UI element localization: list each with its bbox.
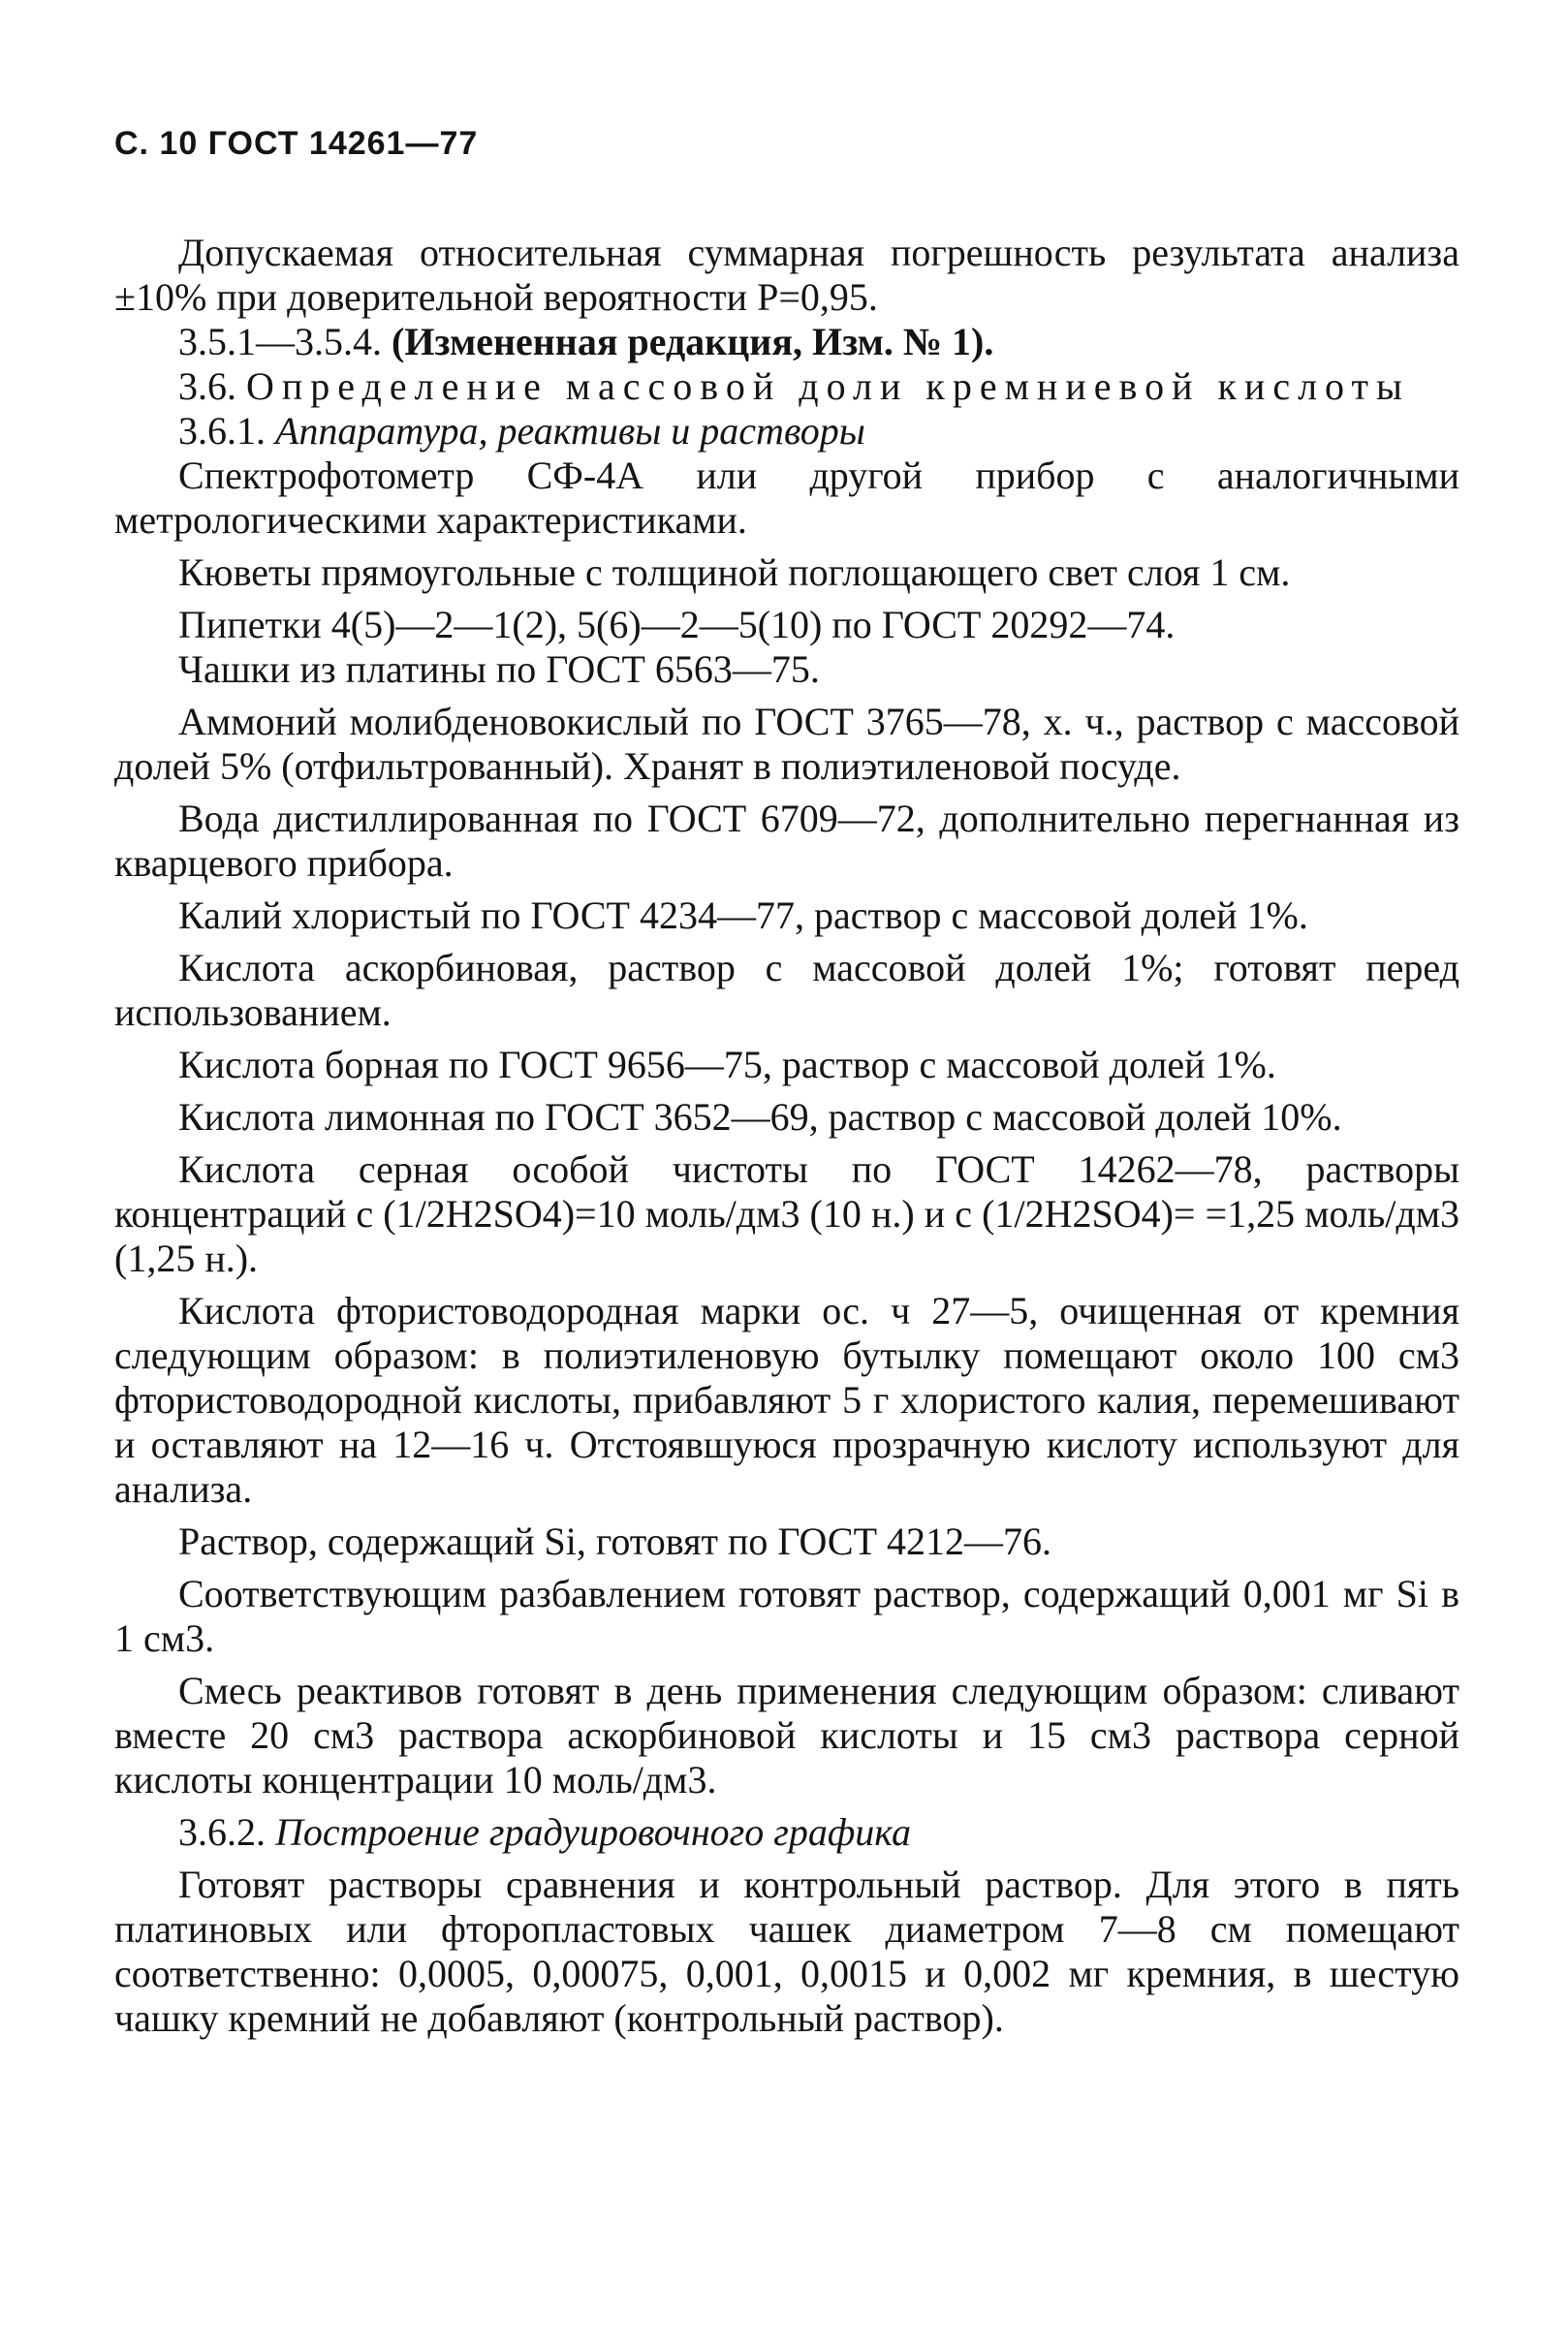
paragraph-reference-solutions: Готовят растворы сравнения и контрольный раствор. Для этого в пять платиновых или фторопластовых чашек диаметром 7—8 см помещают соответственно: 0,0005, 0,00075, 0,001, 0,0015 и 0,002 мг кремния, в шестую чашку кремний не добавляют (контрольный раствор). — [114, 1863, 1459, 2040]
section-number: 3.6.2. — [178, 1810, 275, 1854]
paragraph-citric-acid: Кислота лимонная по ГОСТ 3652—69, раствор с массовой долей 10%. — [178, 1095, 1342, 1139]
subsection-heading-calibration — [114, 1810, 1459, 1855]
paragraph-ammonium-molybdate: Аммоний молибденовокислый по ГОСТ 3765—78, х. ч., раствор с массовой долей 5% (отфильтрованный). Хранят в полиэтиленовой посуде. — [114, 700, 1459, 788]
subsection-title: Аппаратура, реактивы и растворы — [275, 409, 865, 453]
paragraph-cuvettes: Кюветы прямоугольные с толщиной поглощающего свет слоя 1 см. — [178, 550, 1291, 594]
paragraph-boric-acid: Кислота борная по ГОСТ 9656—75, раствор с массовой долей 1%. — [178, 1043, 1276, 1086]
section-number: 3.6. — [178, 364, 246, 408]
paragraph-hydrofluoric-acid: Кислота фтористоводородная марки ос. ч 27—5, очищенная от кремния следующим образом: в полиэтиленовую бутылку помещают около 100 см3 фтористоводородной кислоты, прибавляют 5 г хлористого калия, перемешивают и оставляют на 12—16 ч. Отстоявшуюся прозрачную кислоту используют для анализа. — [114, 1289, 1459, 1511]
section-number: 3.5.1—3.5.4. — [178, 320, 392, 363]
paragraph-pipettes: Пипетки 4(5)—2—1(2), 5(6)—2—5(10) по ГОСТ 20292—74. — [178, 603, 1176, 646]
paragraph-potassium-chloride: Калий хлористый по ГОСТ 4234—77, раствор с массовой долей 1%. — [178, 893, 1308, 937]
paragraph-error-tolerance: Допускаемая относительная суммарная погрешность результата анализа ±10% при доверительной вероятности P=0,95. — [114, 231, 1459, 319]
section-number: 3.6.1. — [178, 409, 275, 453]
subsection-heading-apparatus — [114, 409, 1459, 454]
section-heading-silicic-acid — [114, 364, 1459, 409]
paragraph-spectrophotometer: Спектрофотометр СФ-4А или другой прибор с аналогичными метрологическими характеристиками. — [114, 454, 1459, 542]
paragraph-platinum-cups: Чашки из платины по ГОСТ 6563—75. — [178, 647, 820, 691]
amendment-note: (Измененная редакция, Изм. № 1). — [392, 320, 994, 363]
paragraph-dilution: Соответствующим разбавлением готовят раствор, содержащий 0,001 мг Si в 1 см3. — [114, 1572, 1459, 1660]
paragraph-silicon-solution: Раствор, содержащий Si, готовят по ГОСТ 4212—76. — [178, 1520, 1052, 1563]
paragraph-amendment — [114, 320, 1459, 364]
paragraph-reagent-mix: Смесь реактивов готовят в день применения следующим образом: сливают вместе 20 см3 раствора аскорбиновой кислоты и 15 см3 раствора серной кислоты концентрации 10 моль/дм3. — [114, 1669, 1459, 1802]
paragraph-sulfuric-acid: Кислота серная особой чистоты по ГОСТ 14262—78, растворы концентраций c (1/2H2SO4)=10 моль/дм3 (10 н.) и c (1/2H2SO4)= =1,25 моль/дм3 (1,25 н.). — [114, 1147, 1459, 1280]
document-page — [114, 124, 1459, 2041]
paragraph-ascorbic-acid: Кислота аскорбиновая, раствор с массовой долей 1%; готовят перед использованием. — [114, 946, 1459, 1034]
paragraph-distilled-water: Вода дистиллированная по ГОСТ 6709—72, дополнительно перегнанная из кварцевого прибора. — [114, 797, 1459, 885]
subsection-title: Построение градуировочного графика — [275, 1810, 911, 1854]
page-header: С. 10 ГОСТ 14261—77 — [114, 125, 479, 162]
section-title: Определение массовой доли кремниевой кислоты — [246, 364, 1410, 408]
